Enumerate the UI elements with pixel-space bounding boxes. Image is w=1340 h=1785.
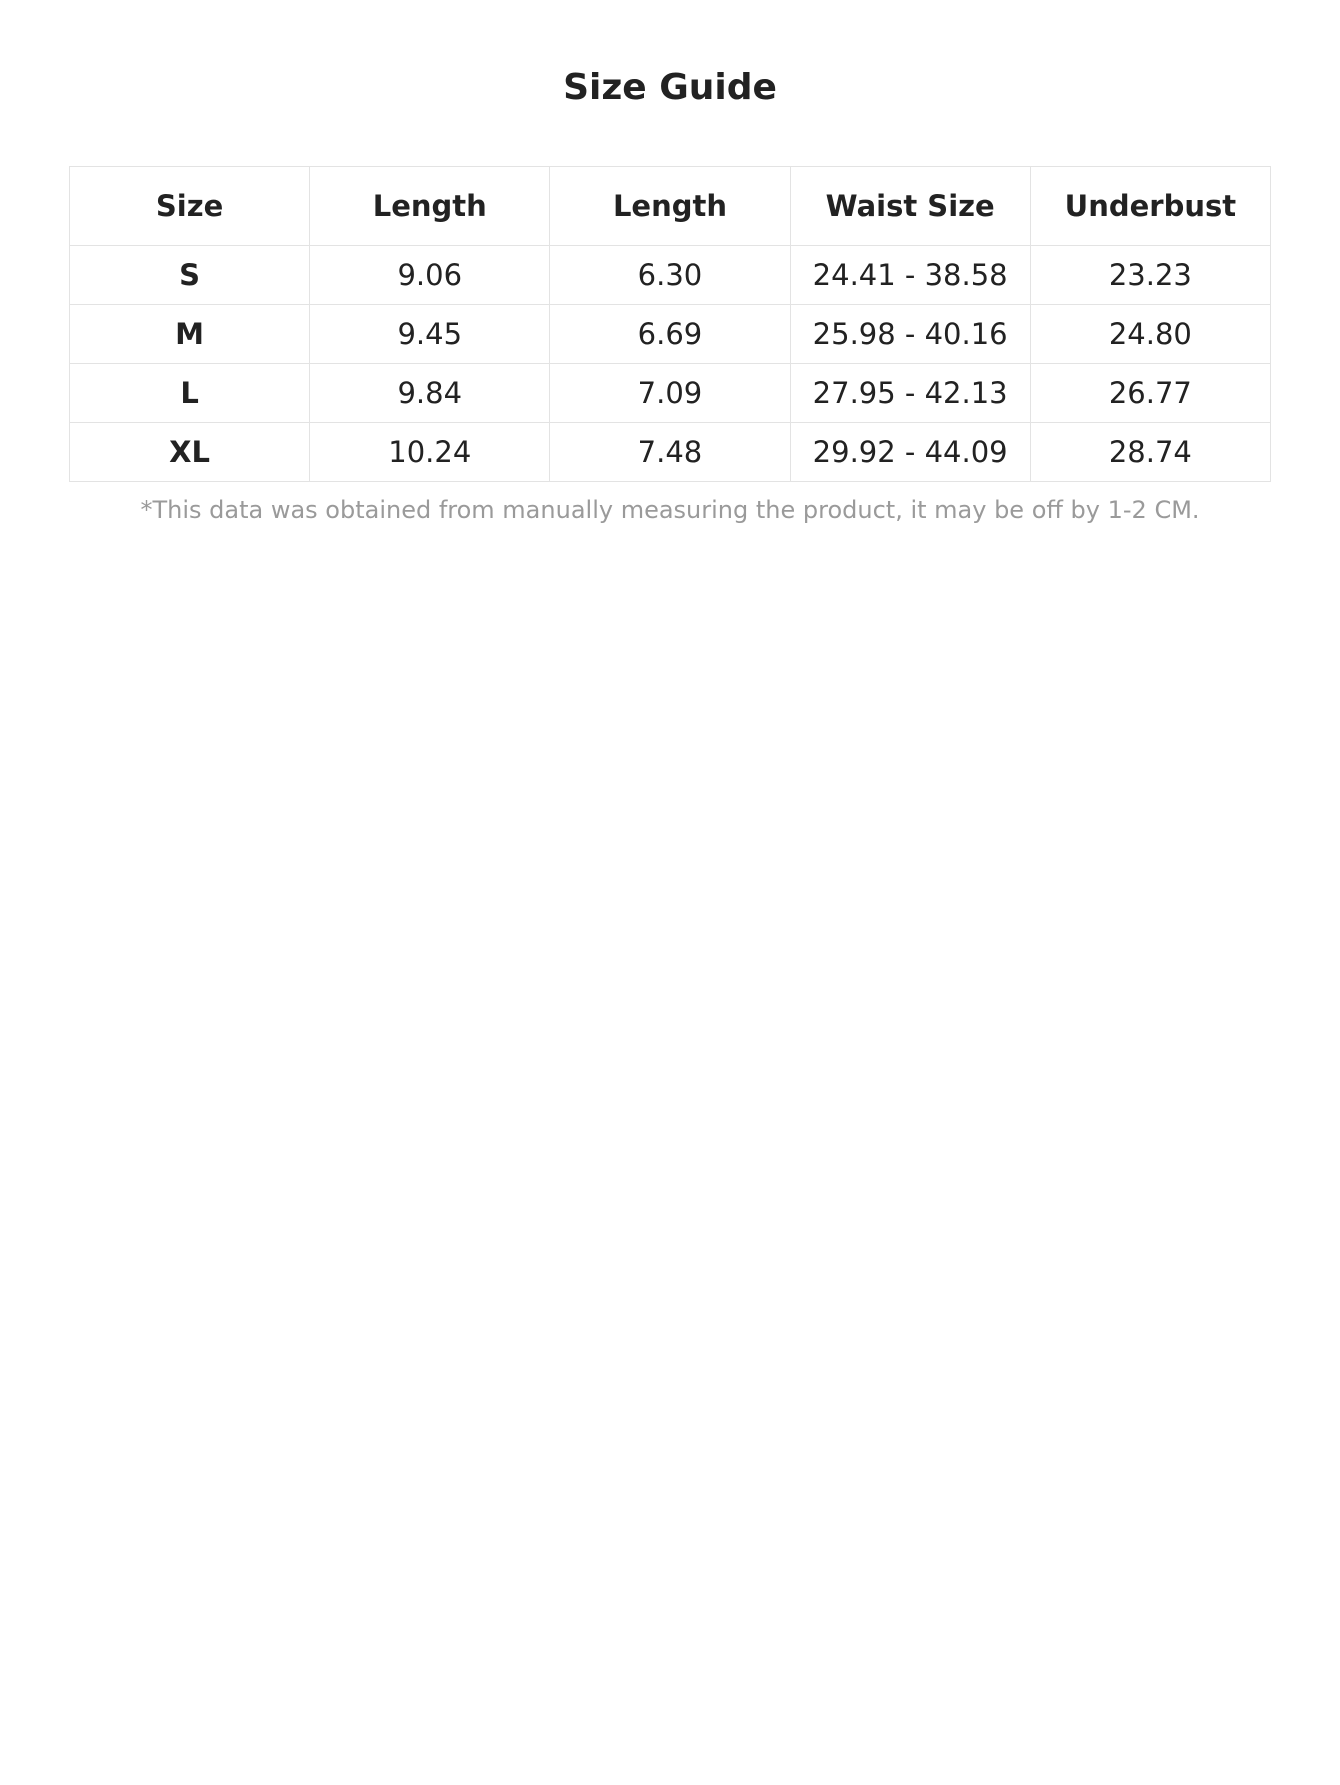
size-cell: XL xyxy=(70,423,310,482)
waist-size-cell: 25.98 - 40.16 xyxy=(790,305,1030,364)
header-length: Length xyxy=(310,167,550,246)
size-guide-table xyxy=(69,166,1271,482)
size-cell: S xyxy=(70,246,310,305)
page-title: Size Guide xyxy=(563,67,777,108)
header-underbust: Underbust xyxy=(1030,167,1270,246)
waist-size-cell: 24.41 - 38.58 xyxy=(790,246,1030,305)
table-row xyxy=(70,364,1271,423)
length-cell: 9.84 xyxy=(310,364,550,423)
waist-size-cell: 27.95 - 42.13 xyxy=(790,364,1030,423)
measurement-footnote: *This data was obtained from manually measuring the product, it may be off by 1-2 CM. xyxy=(140,496,1200,524)
table-row xyxy=(70,423,1271,482)
size-cell: M xyxy=(70,305,310,364)
length-cell-2: 6.30 xyxy=(550,246,790,305)
underbust-cell: 28.74 xyxy=(1030,423,1270,482)
table-row xyxy=(70,305,1271,364)
length-cell: 9.06 xyxy=(310,246,550,305)
size-cell: L xyxy=(70,364,310,423)
underbust-cell: 24.80 xyxy=(1030,305,1270,364)
header-waist-size: Waist Size xyxy=(790,167,1030,246)
length-cell-2: 6.69 xyxy=(550,305,790,364)
table-row xyxy=(70,246,1271,305)
length-cell: 9.45 xyxy=(310,305,550,364)
length-cell-2: 7.09 xyxy=(550,364,790,423)
waist-size-cell: 29.92 - 44.09 xyxy=(790,423,1030,482)
header-length-2: Length xyxy=(550,167,790,246)
length-cell: 10.24 xyxy=(310,423,550,482)
table-header-row xyxy=(70,167,1271,246)
underbust-cell: 26.77 xyxy=(1030,364,1270,423)
length-cell-2: 7.48 xyxy=(550,423,790,482)
underbust-cell: 23.23 xyxy=(1030,246,1270,305)
header-size: Size xyxy=(70,167,310,246)
